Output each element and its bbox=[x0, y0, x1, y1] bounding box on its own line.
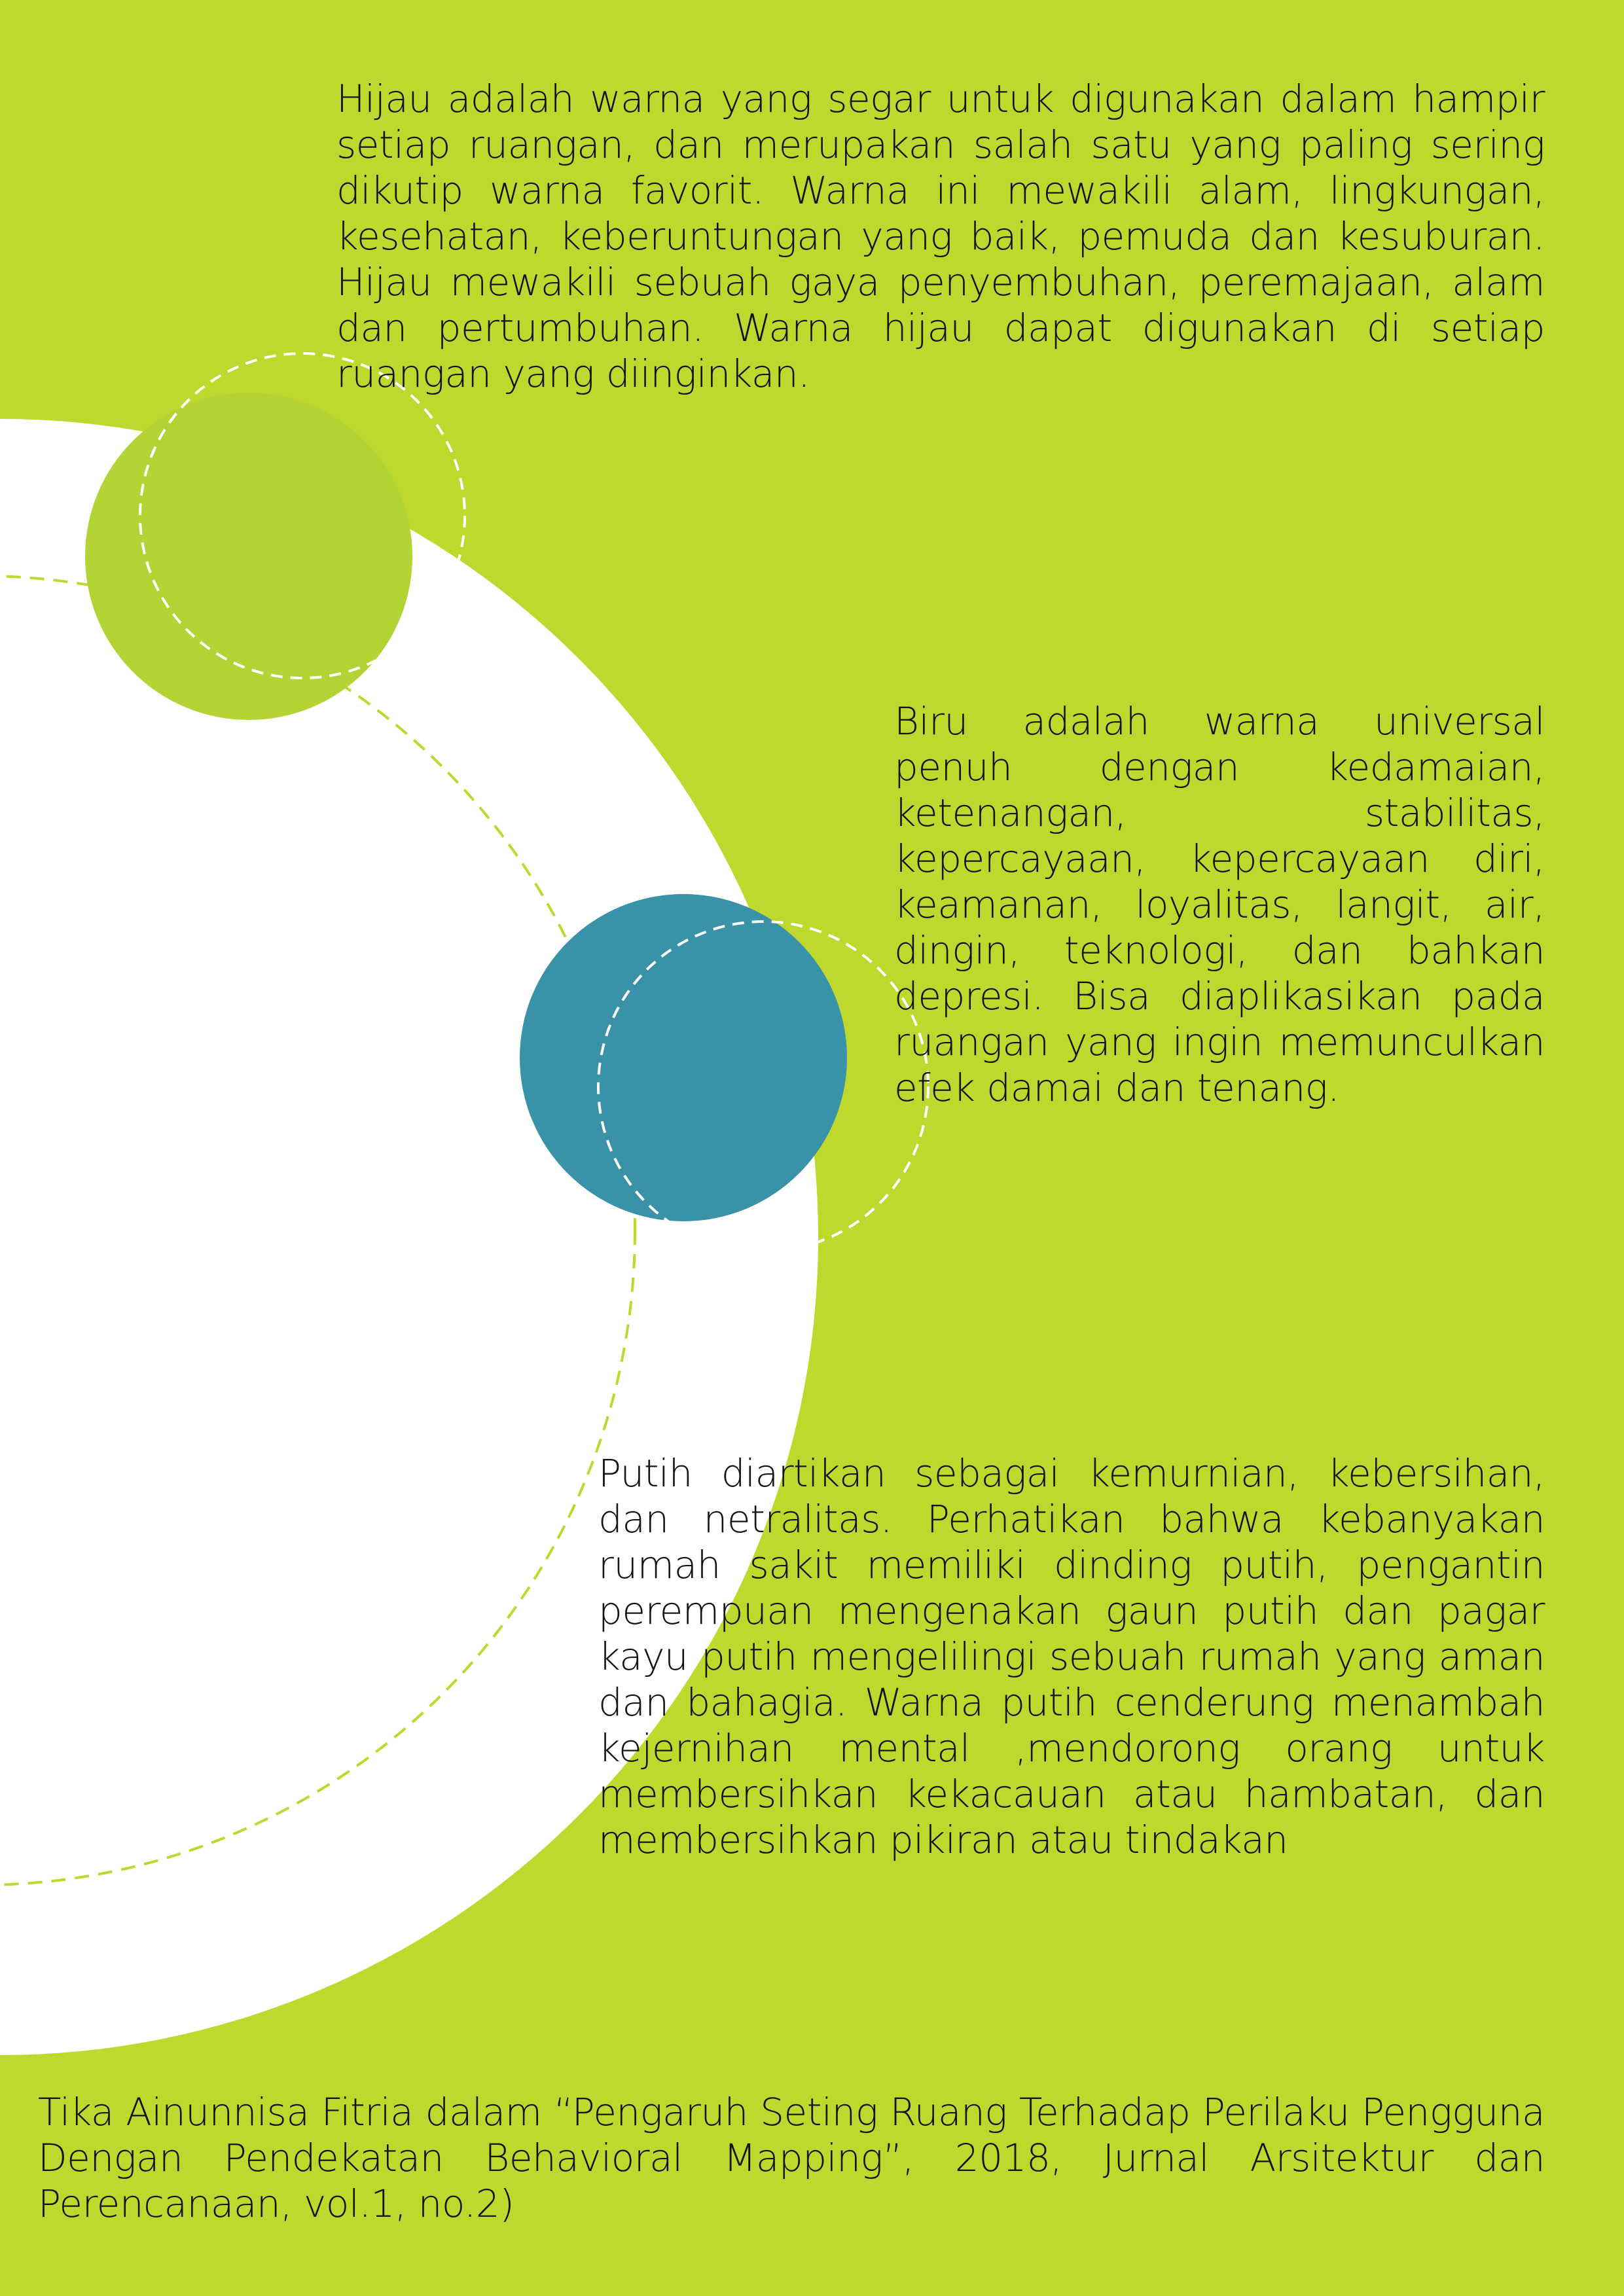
green-accent-circle bbox=[85, 393, 412, 720]
blue-color-paragraph: Biru adalah warna universal penuh dengan kedamaian, ketenangan, stabilitas, kepercayaan, kepercayaan diri, keamanan, loyalitas, langit, air, dingin, teknologi, dan bahkan depresi. Bisa diaplikasikan pada ruangan yang ingin memunculkan efek damai dan tenang. bbox=[894, 699, 1545, 1110]
green-color-paragraph: Hijau adalah warna yang segar untuk digunakan dalam hampir setiap ruangan, dan merupakan salah satu yang paling sering dikutip warna favorit. Warna ini mewakili alam, lingkungan, kesehatan, keberuntungan yang baik, pemuda dan kesuburan. Hijau mewakili sebuah gaya penyembuhan, peremajaan, alam dan pertumbuhan. Warna hijau dapat digunakan di setiap ruangan yang diinginkan. bbox=[336, 77, 1545, 396]
source-citation: Tika Ainunnisa Fitria dalam “Pengaruh Seting Ruang Terhadap Perilaku Pengguna Dengan Pendekatan Behavioral Mapping”, 2018, Jurnal Arsitektur dan Perencanaan, vol.1, no.2) bbox=[38, 2090, 1545, 2226]
white-color-paragraph: Putih diartikan sebagai kemurnian, kebersihan, dan netralitas. Perhatikan bahwa kebanyakan rumah sakit memiliki dinding putih, pengantin perempuan mengenakan gaun putih dan pagar kayu putih mengelilingi sebuah rumah yang aman dan bahagia. Warna putih cenderung menambah kejernihan mental ,mendorong orang untuk membersihkan kekacauan atau hambatan, dan membersihkan pikiran atau tindakan bbox=[598, 1451, 1545, 1862]
